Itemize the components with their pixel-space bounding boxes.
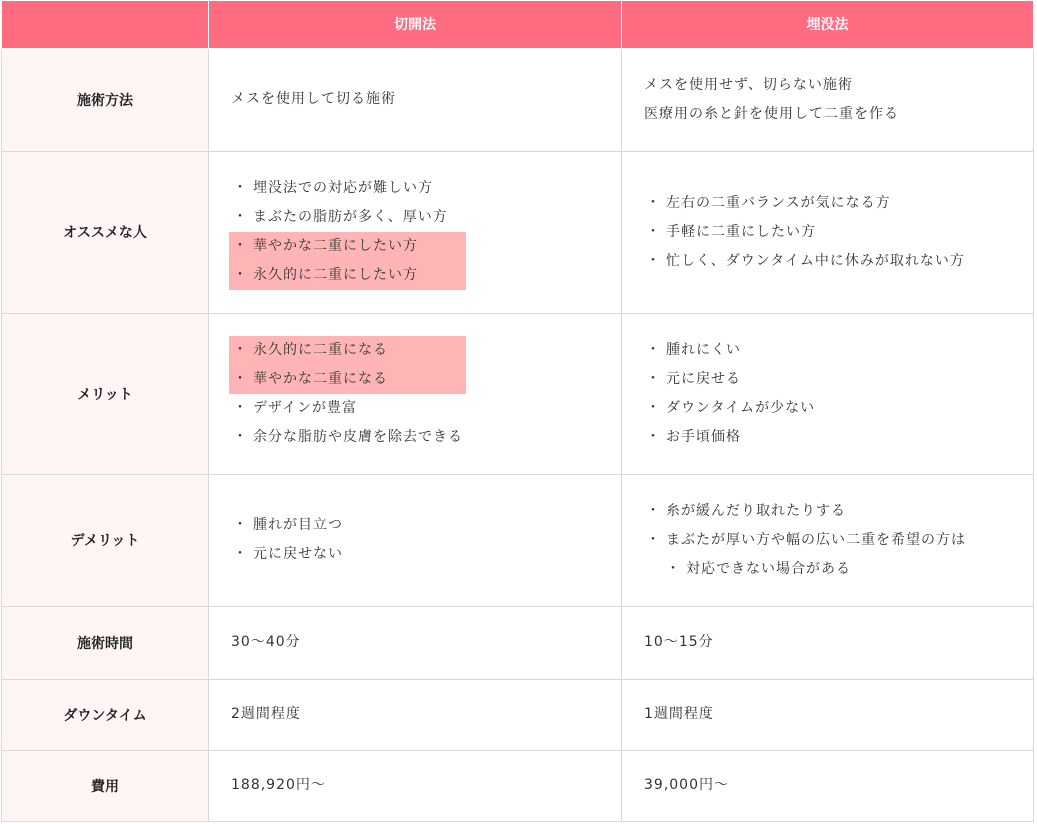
list-item: ・ お手頃価格 — [644, 423, 1032, 452]
header-incision-method: 切開法 — [209, 1, 622, 48]
cell-incision-merits — [209, 313, 622, 474]
cell-incision-demerits — [209, 474, 622, 606]
cell-incision-cost — [209, 750, 622, 821]
table-row — [2, 750, 1034, 821]
cell-line: 1週間程度 — [644, 706, 714, 722]
cell-line: メスを使用せず、切らない施術 — [644, 76, 853, 93]
row-label-procedure-time: 施術時間 — [2, 606, 209, 679]
comparison-table — [1, 1, 1034, 822]
cell-buried-cost — [622, 750, 1034, 821]
header-buried-suture-method: 埋没法 — [622, 1, 1034, 48]
table-row — [2, 313, 1034, 474]
list-item: ・ 腫れにくい — [644, 336, 1032, 365]
row-label-demerits: デメリット — [2, 474, 209, 606]
cell-incision-recommended — [209, 151, 622, 313]
cell-incision-time — [209, 606, 622, 679]
list-item-continuation: ・ 対応できない場合がある — [644, 555, 1032, 584]
bullet-list — [231, 336, 620, 452]
cell-line: 39,000円〜 — [644, 777, 729, 793]
header-corner-cell — [2, 1, 209, 48]
table-row — [2, 151, 1034, 313]
row-label-procedure: 施術方法 — [2, 48, 209, 151]
table-row — [2, 48, 1034, 151]
bullet-list — [644, 497, 1032, 584]
bullet-list — [644, 189, 1032, 276]
list-item: ・ デザインが豊富 — [231, 394, 620, 423]
table-row — [2, 606, 1034, 679]
cell-line: 2週間程度 — [231, 706, 301, 722]
bullet-list — [231, 511, 620, 569]
list-item: ・ 左右の二重バランスが気になる方 — [644, 189, 1032, 218]
list-item-highlighted: ・ 永久的に二重になる — [231, 336, 466, 365]
cell-buried-procedure — [622, 48, 1034, 151]
cell-line: 10〜15分 — [644, 634, 714, 650]
list-item: ・ まぶたが厚い方や幅の広い二重を希望の方は — [644, 526, 1032, 555]
row-label-recommended-for: オススメな人 — [2, 151, 209, 313]
cell-buried-downtime — [622, 679, 1034, 750]
list-item: ・ 糸が緩んだり取れたりする — [644, 497, 1032, 526]
list-item: ・ ダウンタイムが少ない — [644, 394, 1032, 423]
list-item: ・ まぶたの脂肪が多く、厚い方 — [231, 203, 620, 232]
cell-incision-procedure — [209, 48, 622, 151]
cell-buried-demerits — [622, 474, 1034, 606]
list-item: ・ 余分な脂肪や皮膚を除去できる — [231, 423, 620, 452]
bullet-list — [231, 174, 620, 290]
highlight-block — [229, 336, 466, 394]
list-item: ・ 元に戻せない — [231, 540, 620, 569]
list-item: ・ 腫れが目立つ — [231, 511, 620, 540]
cell-buried-time — [622, 606, 1034, 679]
list-item: ・ 元に戻せる — [644, 365, 1032, 394]
list-item: ・ 埋没法での対応が難しい方 — [231, 174, 620, 203]
list-item: ・ 忙しく、ダウンタイム中に休みが取れない方 — [644, 247, 1032, 276]
header-row — [2, 1, 1034, 48]
list-item-highlighted: ・ 華やかな二重にしたい方 — [231, 232, 466, 261]
table-row — [2, 474, 1034, 606]
cell-line: 医療用の糸と針を使用して二重を作る — [644, 105, 899, 122]
cell-incision-downtime — [209, 679, 622, 750]
row-label-merits: メリット — [2, 313, 209, 474]
table-row — [2, 679, 1034, 750]
bullet-list — [644, 336, 1032, 452]
cell-line: 188,920円〜 — [231, 777, 326, 793]
row-label-downtime: ダウンタイム — [2, 679, 209, 750]
list-item-highlighted: ・ 永久的に二重にしたい方 — [231, 261, 466, 290]
row-label-cost: 費用 — [2, 750, 209, 821]
cell-line: 30〜40分 — [231, 634, 301, 650]
list-item-highlighted: ・ 華やかな二重になる — [231, 365, 466, 394]
cell-buried-merits — [622, 313, 1034, 474]
cell-buried-recommended — [622, 151, 1034, 313]
cell-line: メスを使用して切る施術 — [231, 91, 396, 107]
highlight-block — [229, 232, 466, 290]
list-item: ・ 手軽に二重にしたい方 — [644, 218, 1032, 247]
